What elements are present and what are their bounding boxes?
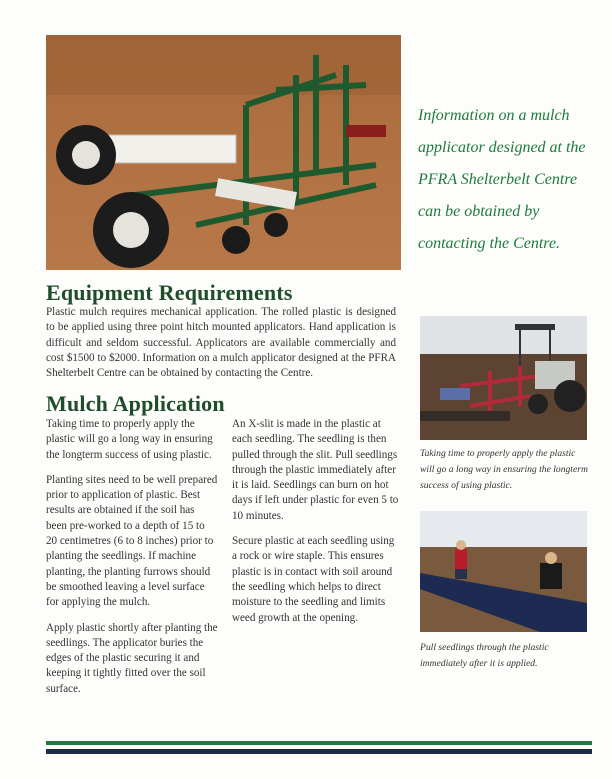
mulch-column-1 [46, 417, 218, 697]
footer-rule-navy [46, 749, 592, 754]
paragraph: Apply plastic shortly after planting the seedlings. The applicator buries the edges of the plastic securing it and keeping it tightly fitted over the soil surface. [46, 621, 218, 695]
paragraph: Taking time to properly apply the plastic will go a long way in ensuring the longterm success of using plastic. [46, 418, 213, 461]
equipment-body: Plastic mulch requires mechanical application. The rolled plastic is designed to be applied using three point hitch mounted applicators. Hand application is difficult and seldom successful. Applicators are available commercially and cost $1500 to $2000. Information on a mulch applicator designed at the PFRA Shelterbelt Centre can be obtained by contacting the Centre. [46, 306, 396, 380]
planting-caption: Pull seedlings through the plastic immediately after it is applied. [420, 642, 549, 669]
mulch-heading: Mulch Application [46, 391, 225, 416]
planting-photo [420, 511, 587, 632]
equipment-heading: Equipment Requirements [46, 280, 293, 305]
tractor-caption: Taking time to properly apply the plastic will go a long way in ensuring the longterm success of using plastic. [420, 448, 588, 491]
mulch-applicator-photo [46, 35, 401, 270]
mulch-column-2 [232, 417, 402, 626]
paragraph: Planting sites need to be well prepared prior to application of plastic. Best results are obtained if the soil has been pre-worked to a depth of 15 to 20 centimetres (6 to 8 inches) prior to planting the seedlings. If machine planting, the planting furrows should be smoothed leaving a level surface for applying the mulch. [46, 473, 218, 609]
tractor-photo [420, 316, 587, 440]
paragraph: An X-slit is made in the plastic at each seedling. The seedling is then pulled through the slit. Pull seedlings through the plastic immediately after it is laid. Seedlings can burn on hot days if left under plastic for even 5 to 10 minutes. [232, 418, 399, 522]
pullquote: Information on a mulch applicator designed at the PFRA Shelterbelt Centre can be obtained by contacting the Centre. [418, 107, 586, 252]
footer-rule-green [46, 741, 592, 745]
paragraph: Secure plastic at each seedling using a rock or wire staple. This ensures plastic is in contact with soil around the seedling which helps to direct moisture to the seedling and limits weed growth at the opening. [232, 535, 395, 624]
